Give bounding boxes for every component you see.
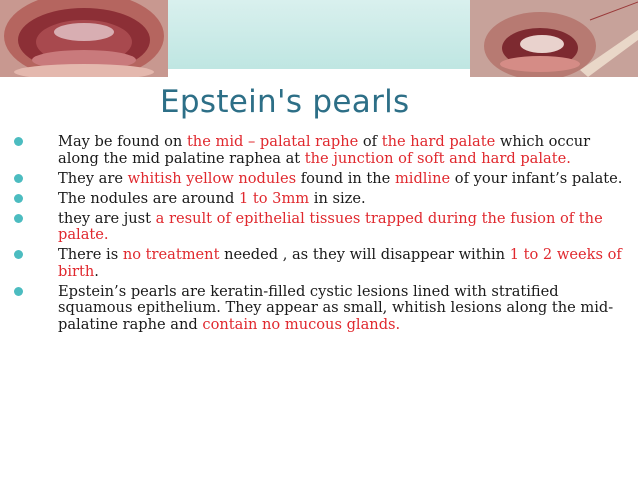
bullet-dot-icon [14, 250, 23, 259]
mouth-illustration [0, 0, 168, 77]
highlighted-text: 1 to 2 weeks of birth [58, 246, 622, 280]
bullet-text: The nodules are around [58, 189, 239, 207]
bullet-dot-icon [14, 137, 23, 146]
bullet-dot-icon [14, 214, 23, 223]
infant-mouth-photo-right [470, 0, 638, 77]
highlighted-text: contain no mucous glands. [202, 315, 401, 333]
bullet-text: found in the [296, 169, 395, 187]
bullet-item [14, 134, 629, 167]
bullet-dot-icon [14, 174, 23, 183]
bullet-text: . [94, 262, 99, 280]
highlighted-text: no treatment [122, 246, 220, 263]
bullet-text: they are just [58, 209, 156, 227]
bullet-text: of [358, 133, 382, 150]
highlighted-text: midline [394, 169, 451, 187]
bullet-text: of your infant’s palate. [450, 169, 623, 187]
bullet-text: They are [58, 169, 128, 187]
bullet-item [14, 247, 629, 280]
infant-mouth-photo-left [0, 0, 168, 77]
bullet-list [14, 134, 629, 337]
highlighted-text: the junction of soft and hard palate. [304, 149, 571, 167]
highlighted-text: whitish yellow nodules [127, 169, 297, 187]
highlighted-text: a result of epithelial tissues trapped during the fusion of the palate. [58, 209, 603, 243]
highlighted-text: 1 to 3mm [238, 189, 310, 207]
bullet-item [14, 284, 629, 334]
bullet-text: in size. [309, 189, 366, 207]
bullet-dot-icon [14, 194, 23, 203]
bullet-item [14, 211, 629, 244]
bullet-text: Epstein’s pearls are keratin-filled cystic lesions lined with stratified squamous epithelium. They appear as small, whitish lesions along the mid-palatine raphe and [58, 282, 614, 333]
highlighted-text: the mid – palatal raphe [186, 133, 359, 150]
bullet-text: May be found on [58, 133, 187, 150]
slide-title: Epstein's pearls [160, 84, 410, 120]
bullet-text: needed , as they will disappear within [219, 246, 510, 263]
mouth-illustration [470, 0, 638, 77]
bullet-item [14, 171, 629, 188]
bullet-item [14, 191, 629, 208]
bullet-text: There is [58, 246, 123, 263]
bullet-text: which occur along the mid palatine raphea at [58, 133, 591, 167]
bullet-dot-icon [14, 287, 23, 296]
highlighted-text: the hard palate [381, 133, 496, 150]
